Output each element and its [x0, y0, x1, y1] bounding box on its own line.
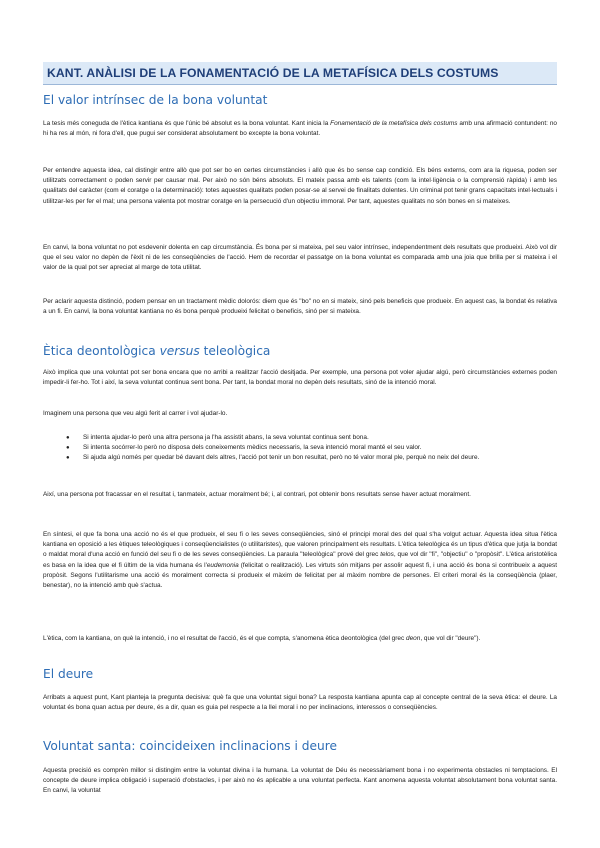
- list-item: ● Si intenta socórrer-lo però no disposa dels coneixements mèdics necessaris, la seva intenció moral manté el seu valor.: [83, 443, 557, 453]
- heading-voluntat-santa: Voluntat santa: coincideixen inclinacions i deure: [43, 739, 337, 753]
- paragraph: En canvi, la bona voluntat no pot esdevenir dolenta en cap circumstància. És bona per si mateixa, pel seu valor intrínsec, independentment dels resultats que produeixi. Això vol dir que el seu valor no depèn de l'èxit ni de les conseqüències de l'acció. Hem de recordar el passatge on la bona voluntat es comparada amb una joia que brilla per si mateixa i el valor de la qual pot ser apreciat al marge de tota utilitat.: [43, 244, 557, 272]
- paragraph: Imaginem una persona que veu algú ferit al carrer i vol ajudar-lo.: [43, 410, 228, 417]
- bullet-list: [43, 433, 557, 464]
- section-heading-valor: [43, 93, 557, 107]
- paragraph: L'ètica, com la kantiana, on què la intenció, i no el resultat de l'acció, és el que compta, s'anomena ètica deontològica (del grec deon, que vol dir "deure").: [43, 635, 481, 642]
- heading-valor-intrinsec: El valor intrínsec de la bona voluntat: [43, 93, 268, 107]
- title-bar: [43, 62, 557, 85]
- paragraph: La tesis més coneguda de l'ètica kantiana és que l'únic bé absolut es la bona voluntat. Kant inicia la Fonamentació de la metafísica dels costums amb una afirmació contundent: no hi ha res al món, ni fora d'ell, que pugui ser considerat absolutament bo excepte la bona voluntat.: [43, 120, 557, 138]
- section-heading-voluntat-santa: [43, 739, 557, 753]
- paragraph: Això implica que una voluntat pot ser bona encara que no arribi a realitzar l'acció desitjada. Per exemple, una persona pot voler ajudar algú, però circumstàncies externes poden impedir-li fer-ho. Tot i així, la seva voluntat continua sent bona. Per tant, la bondat moral no depèn dels resultats, sinó de la intenció moral.: [43, 369, 557, 387]
- section-heading-deure: [43, 667, 557, 681]
- paragraph: Així, una persona pot fracassar en el resultat i, tanmateix, actuar moralment bé; i, al contrari, pot obtenir bons resultats sense haver actuat moralment.: [43, 491, 471, 498]
- list-item: ● Si ajuda algú només per quedar bé davant dels altres, l'acció pot tenir un bon resultat, però no té valor moral ple, perquè no neix del deure.: [83, 453, 557, 463]
- section-heading-etica: [43, 344, 557, 358]
- paragraph: Per aclarir aquesta distinció, podem pensar en un tractament mèdic dolorós: diem que és "bo" no en si mateix, sinó pels beneficis que produeix. En aquest cas, la bondat és relativa a un fi. En canvi, la bona voluntat kantiana no és bona perquè produeixi felicitat o beneficis, sinó per si mateixa.: [43, 298, 557, 316]
- paragraph: Per entendre aquesta idea, cal distingir entre allò que pot ser bo en certes circumstàncies i allò que és bo sense cap condició. Els béns externs, com ara la riquesa, poden ser utilitzats correctament o poden servir per causar mal. Per això no són béns absoluts. El mateix passa amb els talents (com la intel·ligència o la comprensió ràpida) i amb les qualitats del caràcter (com el coratge o la determinació): totes aquestes qualitats poden posar-se al servei de finalitats dolentes. Un criminal pot tenir grans capacitats intel·lectuals i utilitzar-les per fer el mal; una persona valenta pot mostrar coratge en la persecució d'un objectiu immoral. Per tant, aquestes qualitats no són bones en si mateixes.: [43, 167, 557, 205]
- heading-el-deure: El deure: [43, 667, 94, 681]
- document-title: KANT. ANÀLISI DE LA FONAMENTACIÓ DE LA METAFÍSICA DELS COSTUMS: [43, 62, 557, 85]
- paragraph: Arribats a aquest punt, Kant planteja la pregunta decisiva: què fa que una voluntat sigui bona? La resposta kantiana apunta cap al concepte central de la seva ètica: el deure. La voluntat és bona quan actua per deure, és a dir, quan es guia pel respecte a la llei moral i no per inclinacions, interessos o conseqüències.: [43, 694, 557, 712]
- list-item: ● Si intenta ajudar-lo però una altra persona ja l'ha assistit abans, la seva voluntat continua sent bona.: [83, 433, 557, 443]
- paragraph: Aquesta precisió es comprèn millor si distingim entre la voluntat divina i la humana. La voluntat de Déu és necessàriament bona i no experimenta obstacles ni temptacions. El concepte de deure implica obligació i superació d'obstacles, i per això no és aplicable a una voluntat perfecta. Kant anomena aquesta voluntat absolutament bona voluntat santa. En canvi, la voluntat: [43, 767, 557, 795]
- paragraph: En síntesi, el que fa bona una acció no és el que produeix, el seu fi o les seves conseqüències, sinó el principi moral des del qual s'ha volgut actuar. Aquesta idea situa l'ètica kantiana en oposició a les ètiques teleològiques i conseqüencialistes (o utilitaristes), que valoren principalment els resultats. L'ètica teleològica és un tipus d'ètica que jutja la bondat o maldat moral d'una acció en funció del seu fi o de les seves conseqüències. La paraula "teleològica" prové del grec telos, que vol dir "fi", "objectiu" o "propòsit". L'ètica aristotèlica es basa en la idea que el fi últim de la vida humana és l'eudemonia (felicitat o realització). Les virtuts són mitjans per assolir aquest fi, i una acció és bona si contribueix a aquest propòsit. Segons l'utilitarisme una acció és moralment correcta si produeix el màxim de felicitat per al màxim nombre de persones. El criteri moral és la conseqüència (plaer, benestar), no la intenció amb què s'actua.: [43, 531, 558, 590]
- heading-etica-deontologica: Ètica deontològica versus teleològica: [43, 344, 271, 358]
